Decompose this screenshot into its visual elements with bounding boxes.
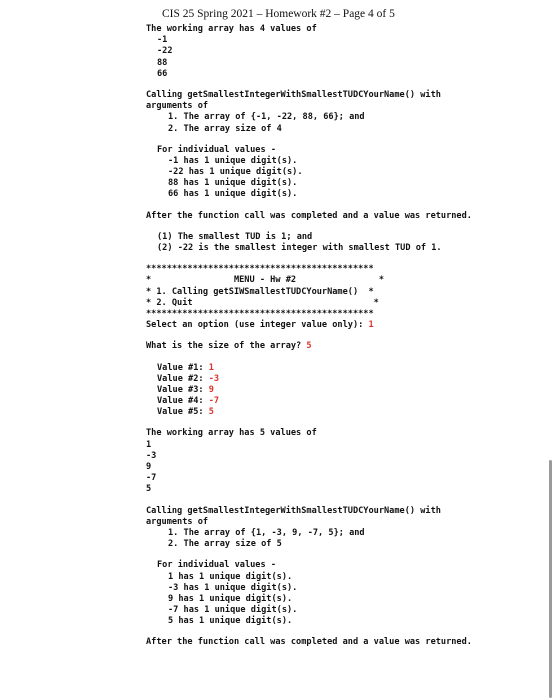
size-prompt: [146, 341, 546, 352]
value-input: 5: [208, 407, 214, 418]
value-prompt: [146, 363, 546, 374]
call-line: Calling getSmallestIntegerWithSmallestTUDCYourName() with: [146, 89, 441, 100]
menu-option: * 2. Quit *: [146, 297, 379, 308]
array-value: 9: [146, 462, 152, 472]
call-line: Calling getSmallestIntegerWithSmallestTUDCYourName() with: [146, 505, 441, 516]
individual-line: 5 has 1 unique digit(s).: [168, 616, 293, 627]
array-value: -3: [146, 450, 157, 461]
individual-title: For individual values -: [157, 144, 276, 155]
argument-line: 1. The array of {-1, -22, 88, 66}; and: [168, 112, 365, 123]
array-value: -22: [157, 46, 173, 57]
value-label: Value #1:: [157, 362, 209, 373]
call-line: arguments of: [146, 516, 209, 527]
array-value: 1: [146, 439, 152, 450]
array-intro: The working array has 4 values of: [146, 24, 317, 34]
array-value: 88: [157, 57, 168, 68]
select-input: 1: [368, 320, 374, 331]
select-prompt: [146, 320, 546, 331]
console-output: [146, 24, 546, 649]
value-input: 1: [208, 362, 214, 373]
value-label: Value #4:: [157, 396, 209, 407]
size-input: 5: [306, 341, 312, 352]
value-label: Value #2:: [157, 373, 209, 384]
value-input: 9: [208, 384, 214, 395]
value-input: -7: [208, 396, 220, 407]
result-line: (1) The smallest TUD is 1; and: [157, 231, 313, 242]
individual-line: -7 has 1 unique digit(s).: [168, 605, 298, 616]
call-line: arguments of: [146, 101, 209, 112]
value-prompt: [146, 407, 546, 418]
individual-line: 1 has 1 unique digit(s).: [168, 571, 293, 582]
menu-title: * MENU - Hw #2 *: [146, 275, 384, 286]
array-value: -7: [146, 473, 157, 484]
individual-line: -1 has 1 unique digit(s).: [168, 155, 298, 166]
individual-line: 9 has 1 unique digit(s).: [168, 593, 293, 604]
value-label: Value #5:: [157, 407, 209, 418]
page-header: CIS 25 Spring 2021 – Homework #2 – Page 4 of 5: [162, 8, 395, 20]
array-intro: The working array has 5 values of: [146, 428, 317, 439]
value-prompt: [146, 396, 546, 407]
value-label: Value #3:: [157, 384, 209, 395]
scrollbar[interactable]: [549, 460, 552, 698]
individual-line: -22 has 1 unique digit(s).: [168, 167, 303, 178]
argument-line: 2. The array size of 5: [168, 539, 282, 550]
value-prompt: [146, 374, 546, 385]
individual-title: For individual values -: [157, 560, 276, 571]
menu-option: * 1. Calling getSIWSmallestTUDCYourName() *: [146, 286, 374, 297]
value-input: -3: [208, 373, 220, 384]
after-call: After the function call was completed and a value was returned.: [146, 637, 472, 648]
argument-line: 2. The array size of 4: [168, 123, 282, 134]
select-label: Select an option (use integer value only):: [146, 320, 369, 331]
array-value: 66: [157, 68, 168, 79]
after-call: After the function call was completed and a value was returned.: [146, 210, 472, 221]
individual-line: 88 has 1 unique digit(s).: [168, 178, 298, 189]
argument-line: 1. The array of {1, -3, 9, -7, 5}; and: [168, 527, 365, 538]
array-value: -1: [157, 35, 168, 46]
value-prompt: [146, 385, 546, 396]
individual-line: 66 has 1 unique digit(s).: [168, 189, 298, 200]
result-line: (2) -22 is the smallest integer with smallest TUD of 1.: [157, 243, 442, 253]
size-label: What is the size of the array?: [146, 341, 307, 352]
menu-border: ********************************************: [146, 308, 374, 319]
menu-border: ********************************************: [146, 264, 374, 275]
array-value: 5: [146, 484, 152, 495]
individual-line: -3 has 1 unique digit(s).: [168, 582, 298, 593]
